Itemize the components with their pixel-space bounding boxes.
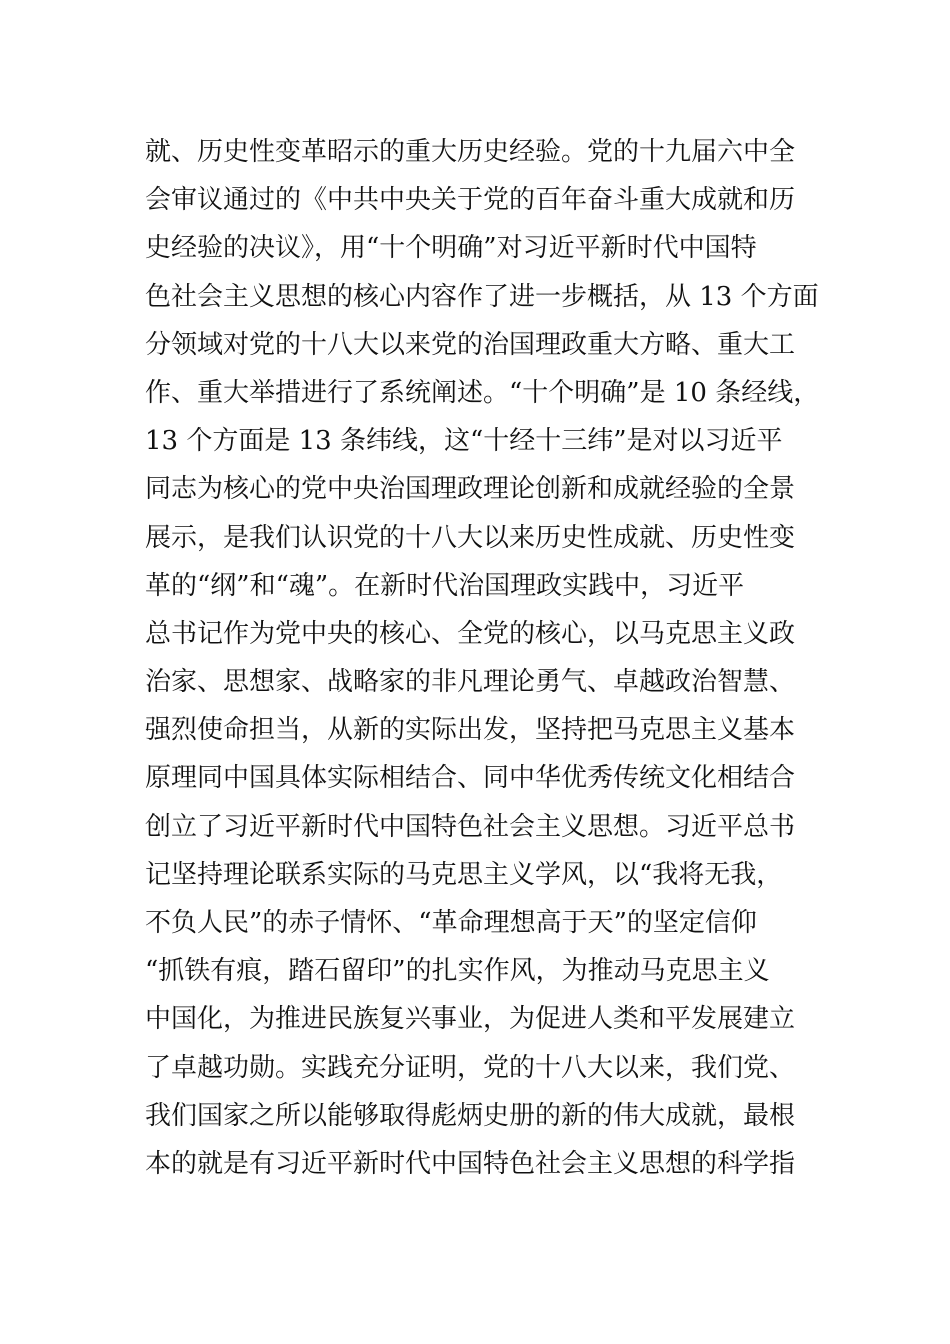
text-line: 革的“纲”和“魂”。在新时代治国理政实践中，习近平 — [145, 570, 745, 601]
text-line: 就、历史性变革昭示的重大历史经验。党的十九届六中全 — [145, 137, 796, 167]
text-line: 治家、思想家、战略家的非凡理论勇气、卓越政治智慧、 — [145, 667, 796, 698]
text-line: 记坚持理论联系实际的马克思主义学风，以“我将无我， — [145, 859, 783, 890]
text-line: 分领域对党的十八大以来党的治国理政重大方略、重大工 — [145, 329, 796, 360]
text-line: 不负人民”的赤子情怀、“革命理想高于天”的坚定信仰 — [145, 908, 757, 938]
text-line: 中国化，为推进民族复兴事业，为促进人类和平发展建立 — [145, 1004, 796, 1035]
text-line: 了卓越功勋。实践充分证明，党的十八大以来，我们党、 — [145, 1052, 796, 1083]
text-line: 我们国家之所以能够取得彪炳史册的新的伟大成就，最根 — [145, 1100, 796, 1131]
body-paragraph — [145, 128, 845, 1188]
text-line: 史经验的决议》，用“十个明确”对习近平新时代中国特 — [145, 233, 757, 264]
text-line: 创立了习近平新时代中国特色社会主义思想。习近平总书 — [145, 811, 796, 842]
text-line: 作、重大举措进行了系统阐述。“十个明确”是 10 条经线， — [145, 377, 820, 408]
text-line: 展示，是我们认识党的十八大以来历史性成就、历史性变 — [145, 522, 796, 553]
text-line: 原理同中国具体实际相结合、同中华优秀传统文化相结合 — [145, 763, 796, 794]
text-line: 会审议通过的《中共中央关于党的百年奋斗重大成就和历 — [145, 185, 796, 216]
text-line: 色社会主义思想的核心内容作了进一步概括，从 13 个方面 — [145, 281, 819, 312]
text-line: “抓铁有痕，踏石留印”的扎实作风，为推动马克思主义 — [145, 956, 770, 987]
text-line: 本的就是有习近平新时代中国特色社会主义思想的科学指 — [145, 1148, 796, 1179]
text-line: 13 个方面是 13 条纬线，这“十经十三纬”是对以习近平 — [145, 426, 783, 457]
text-line: 强烈使命担当，从新的实际出发，坚持把马克思主义基本 — [145, 715, 796, 746]
text-line: 总书记作为党中央的核心、全党的核心，以马克思主义政 — [145, 618, 796, 649]
text-line: 同志为核心的党中央治国理政理论创新和成就经验的全景 — [145, 474, 796, 505]
